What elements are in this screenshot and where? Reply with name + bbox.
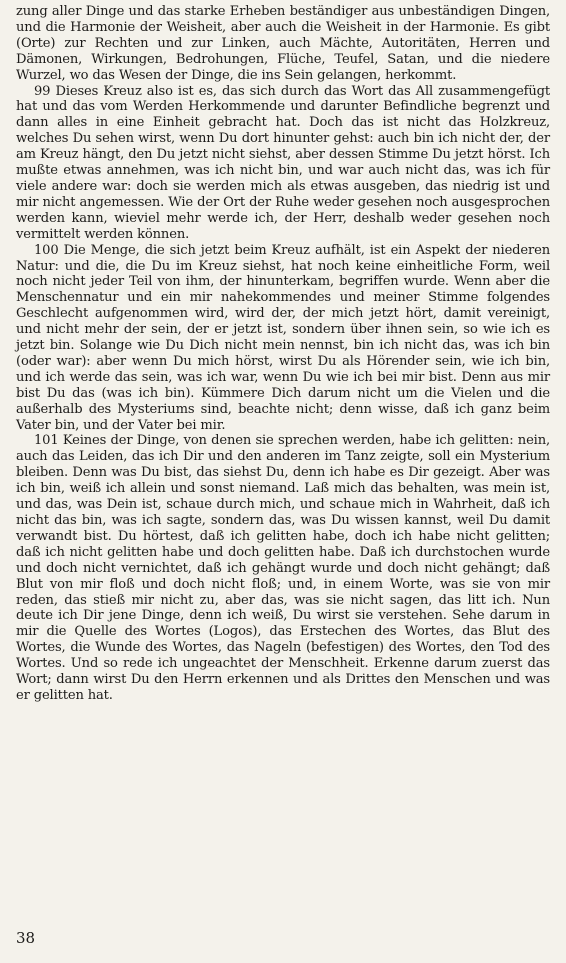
paragraph-continuation: zung aller Dinge und das starke Erheben beständiger aus unbeständigen Dingen, und die Harmonie der Weisheit, aber auch die Weisheit in der Harmonie. Es gibt (Orte) zur Rechten und zur Linken, auch Mächte, Autoritäten, Herren und Dämonen, Wirkungen, Bedrohungen, Flüche, Teufel, Satan, und die niedere Wurzel, wo das Wesen der Dinge, die ins Sein gelangen, herkommt. xyxy=(16,4,550,83)
page-number: 38 xyxy=(16,929,36,947)
body-text xyxy=(16,4,550,704)
paragraph-99: 99 Dieses Kreuz also ist es, das sich durch das Wort das All zusammengefügt hat und das vom Werden Herkommende und darunter Befindliche begrenzt und dann alles in eine Einheit gebracht hat. Doch das ist nicht das Holzkreuz, welches Du sehen wirst, wenn Du dort hinunter gehst: auch bin ich nicht der, der am Kreuz hängt, den Du jetzt nicht siehst, aber dessen Stimme Du jetzt hörst. Ich mußte etwas annehmen, was ich nicht bin, und war auch nicht das, was ich für viele andere war: doch sie werden mich als etwas ausgeben, das niedrig ist und mir nicht angemessen. Wie der Ort der Ruhe weder gesehen noch ausgesprochen werden kann, wieviel mehr werde ich, der Herr, deshalb weder gesehen noch vermittelt werden können. xyxy=(16,83,550,242)
paragraph-101: 101 Keines der Dinge, von denen sie sprechen werden, habe ich gelitten: nein, auch das Leiden, das ich Dir und den anderen im Tanz zeigte, soll ein Mysterium bleiben. Denn was Du bist, das siehst Du, denn ich habe es Dir gezeigt. Aber was ich bin, weiß ich allein und sonst niemand. Laß mich das behalten, was mein ist, und das, was Dein ist, schaue durch mich, und schaue mich in Wahrheit, daß ich nicht das bin, was ich sagte, sondern das, was Du wissen kannst, weil Du damit verwandt bist. Du hörtest, daß ich gelitten habe, doch ich habe nicht gelitten; daß ich nicht gelitten habe und doch gelitten habe. Daß ich durchstochen wurde und doch nicht vernichtet, daß ich gehängt wurde und doch nicht gehängt; daß Blut von mir floß und doch nicht floß; und, in einem Worte, was sie von mir reden, das stieß mir nicht zu, aber das, was sie nicht sagen, das litt ich. Nun deute ich Dir jene Dinge, denn ich weiß, Du wirst sie verstehen. Sehe darum in mir die Quelle des Wortes (Logos), das Erstechen des Wortes, das Blut des Wortes, die Wunde des Wortes, das Nageln (befestigen) des Wortes, den Tod des Wortes. Und so rede ich ungeachtet der Menschheit. Erkenne darum zuerst das Wort; dann wirst Du den Herrn erkennen und als Drittes den Menschen und was er gelitten hat. xyxy=(16,433,550,703)
paragraph-100: 100 Die Menge, die sich jetzt beim Kreuz aufhält, ist ein Aspekt der niederen Natur: und die, die Du im Kreuz siehst, hat noch keine einheitliche Form, weil noch nicht jeder Teil von ihm, der hinunterkam, begriffen wurde. Wenn aber die Menschennatur und ein mir nahekommendes und meiner Stimme folgendes Geschlecht aufgenommen wird, wird der, der mich jetzt hört, damit vereinigt, und nicht mehr der sein, der er jetzt ist, sondern über ihnen sein, so wie ich es jetzt bin. Solange wie Du Dich nicht mein nennst, bin ich nicht das, was ich bin (oder war): aber wenn Du mich hörst, wirst Du als Hörender sein, wie ich bin, und ich werde das sein, was ich war, wenn Du wie ich bei mir bist. Denn aus mir bist Du das (was ich bin). Kümmere Dich darum nicht um die Vielen und die außerhalb des Mysteriums sind, beachte nicht; denn wisse, daß ich ganz beim Vater bin, und der Vater bei mir. xyxy=(16,242,550,433)
